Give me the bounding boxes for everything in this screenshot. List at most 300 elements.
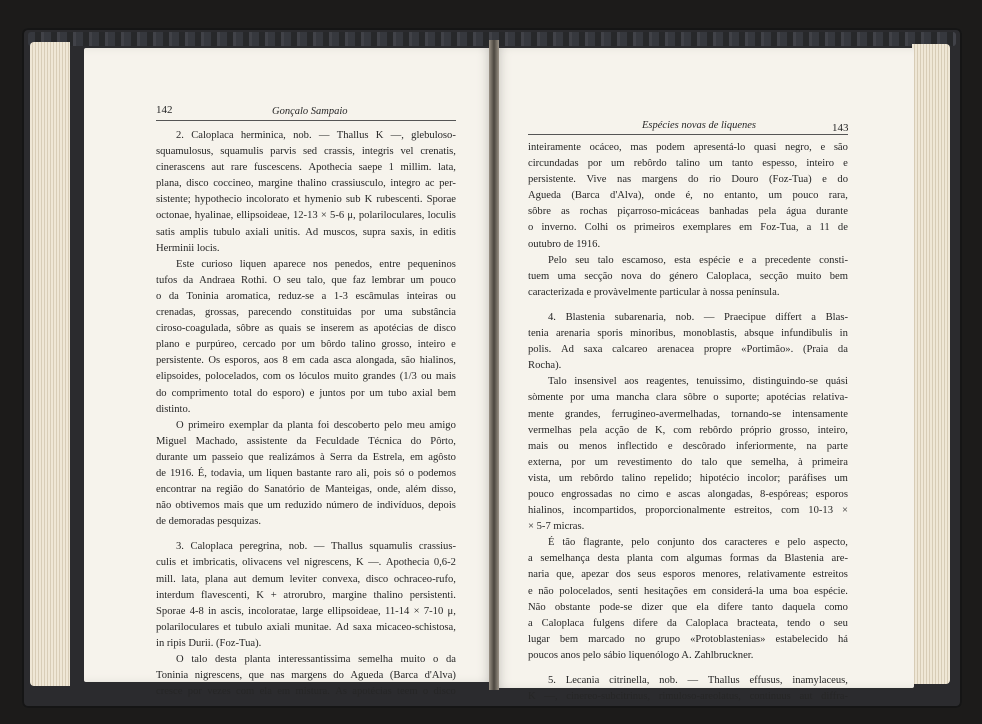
word: na bbox=[806, 440, 817, 452]
word: Douro bbox=[731, 174, 759, 186]
word: seu bbox=[575, 254, 590, 266]
word: um bbox=[594, 456, 609, 468]
word: mancha bbox=[616, 392, 650, 404]
word: secção bbox=[584, 270, 613, 282]
text-line bbox=[156, 386, 456, 402]
word: aos bbox=[624, 376, 639, 388]
word: O bbox=[176, 654, 184, 665]
text-line: de demoradas pesquizas. bbox=[156, 516, 262, 528]
word: com bbox=[660, 553, 679, 565]
word: loculis bbox=[427, 210, 456, 222]
word: margens bbox=[641, 174, 678, 186]
word: a bbox=[751, 254, 757, 266]
word: subarenaria, bbox=[614, 311, 667, 323]
word: ela bbox=[696, 601, 709, 613]
word: thalino bbox=[297, 178, 327, 190]
word: por bbox=[187, 686, 202, 698]
word: a bbox=[811, 311, 816, 323]
word: crenatis, bbox=[420, 146, 456, 158]
word: esporos bbox=[662, 569, 696, 581]
word: semelha bbox=[358, 654, 393, 665]
word: lugar bbox=[528, 633, 550, 645]
word: 7-10 bbox=[423, 605, 444, 617]
word: estabelecido bbox=[775, 633, 828, 645]
word: da bbox=[666, 617, 677, 629]
word: saxa bbox=[353, 621, 372, 633]
word: Sanatório bbox=[264, 484, 305, 496]
word: todavia, bbox=[210, 467, 245, 479]
word: tão bbox=[562, 537, 576, 549]
text-line bbox=[156, 337, 456, 353]
word: hesitações bbox=[643, 585, 688, 597]
word: vista, bbox=[528, 472, 551, 484]
word: Blastenia bbox=[784, 553, 824, 565]
text-line bbox=[528, 567, 848, 583]
text-line bbox=[528, 455, 848, 471]
text-line bbox=[528, 535, 848, 551]
text-line bbox=[528, 471, 848, 487]
word: inteiro bbox=[806, 158, 835, 170]
word: d'Alva), bbox=[610, 190, 645, 202]
word: crassiusculo, bbox=[331, 178, 386, 190]
word: clara bbox=[656, 392, 677, 404]
word: bôrdo bbox=[320, 339, 346, 351]
word: As bbox=[335, 686, 347, 698]
word: lembrar bbox=[371, 274, 405, 286]
word: leviter bbox=[289, 573, 317, 585]
word: ela bbox=[259, 686, 272, 698]
word: uma bbox=[769, 585, 788, 597]
word: apresentá-lo bbox=[693, 142, 746, 153]
word: esporos bbox=[815, 488, 848, 500]
word: 10-13 bbox=[808, 505, 834, 517]
word: da bbox=[296, 435, 307, 447]
word: disco bbox=[365, 573, 389, 585]
word: Vive bbox=[586, 174, 607, 186]
word: e bbox=[528, 585, 533, 597]
word: rio bbox=[709, 174, 721, 186]
word: et bbox=[223, 621, 231, 633]
word: o bbox=[432, 654, 439, 665]
word: 3. bbox=[176, 541, 184, 553]
word: que bbox=[248, 451, 264, 463]
word: parecendo bbox=[248, 307, 292, 319]
word: ali, bbox=[356, 467, 370, 479]
word: Sporae bbox=[426, 194, 456, 206]
word: espesso, bbox=[762, 158, 798, 170]
word: encontrar bbox=[156, 484, 196, 496]
word: elipsoides, bbox=[156, 371, 202, 383]
word: Pôrto, bbox=[430, 435, 456, 447]
text-line bbox=[528, 632, 848, 648]
text-line: outubro de 1916. bbox=[528, 238, 601, 250]
word: da bbox=[272, 419, 283, 431]
word: nob. bbox=[293, 130, 312, 141]
header-rule-right bbox=[528, 134, 848, 135]
word: que bbox=[248, 670, 264, 682]
word: ou bbox=[445, 290, 456, 302]
word: pelo bbox=[384, 419, 403, 431]
word: 1-3 bbox=[333, 290, 348, 302]
word: incoloratae, bbox=[248, 605, 298, 617]
word: um bbox=[834, 472, 848, 484]
text-line bbox=[156, 498, 456, 514]
word: talo bbox=[701, 456, 718, 468]
word: pode-se bbox=[599, 601, 633, 613]
word: com bbox=[673, 424, 692, 436]
text-line bbox=[156, 305, 456, 321]
text-line: in ripis Durii. (Foz-Tua). bbox=[156, 637, 262, 649]
word: pelo bbox=[631, 537, 650, 549]
text-line bbox=[156, 668, 456, 684]
word: crenadas, bbox=[156, 307, 196, 319]
word: lata, bbox=[181, 573, 200, 585]
word: a bbox=[806, 222, 812, 234]
word: (Barca bbox=[389, 670, 419, 682]
word: sòmente bbox=[528, 392, 564, 404]
word: sôbre bbox=[528, 206, 551, 218]
text-line: distinto. bbox=[156, 403, 191, 415]
word: marcado bbox=[588, 633, 625, 645]
word: flavescenti, bbox=[201, 589, 250, 601]
word: são bbox=[833, 142, 848, 153]
word: se bbox=[306, 323, 316, 335]
word: do bbox=[257, 387, 268, 399]
paragraph-gap bbox=[156, 530, 456, 539]
word: faz bbox=[352, 274, 366, 286]
text-line bbox=[528, 269, 848, 285]
word: axial bbox=[412, 387, 433, 399]
word: tornando-se bbox=[731, 408, 782, 420]
word: Ad bbox=[560, 344, 574, 356]
word: satis bbox=[156, 226, 175, 238]
word: unitis. bbox=[273, 226, 301, 238]
word: (Foz-Tua) bbox=[769, 174, 812, 186]
word: tanto bbox=[731, 158, 754, 170]
word: «Portimão». bbox=[741, 344, 794, 356]
word: purpúreo, bbox=[195, 339, 237, 351]
word: os bbox=[285, 371, 295, 383]
word: semelha, bbox=[751, 456, 789, 468]
word: vel bbox=[286, 557, 300, 569]
word: hipotécio bbox=[699, 472, 740, 484]
word: reagentes, bbox=[646, 376, 689, 388]
word: planta bbox=[244, 654, 271, 665]
word: por bbox=[587, 158, 602, 170]
word: semelhança bbox=[540, 553, 590, 565]
word: lata, bbox=[437, 162, 456, 174]
text-line bbox=[156, 353, 456, 369]
word: um bbox=[193, 451, 207, 463]
word: Técnica bbox=[368, 435, 402, 447]
word: demum bbox=[252, 573, 284, 585]
word: — bbox=[687, 675, 699, 686]
word: 2. bbox=[176, 130, 184, 141]
word: grossas, bbox=[205, 307, 239, 319]
word: são bbox=[401, 355, 416, 367]
word: alongadas, bbox=[707, 488, 753, 500]
text-line bbox=[528, 423, 848, 439]
word: supra bbox=[362, 226, 386, 238]
word: desta bbox=[597, 553, 620, 565]
word: K, bbox=[655, 424, 666, 436]
word: o bbox=[528, 222, 534, 234]
word: amigo bbox=[429, 419, 456, 431]
word: com bbox=[781, 505, 800, 517]
word: mais bbox=[528, 440, 549, 452]
word: do bbox=[687, 174, 699, 186]
word: insensivel bbox=[574, 376, 617, 388]
word: Serra bbox=[329, 451, 353, 463]
word: de bbox=[637, 424, 648, 436]
word: por bbox=[571, 456, 586, 468]
word: liquen bbox=[266, 467, 293, 479]
word: sporis bbox=[597, 328, 623, 340]
word: paráfises bbox=[788, 472, 827, 484]
word: nova bbox=[621, 270, 642, 282]
text-line: Herminii locis. bbox=[156, 242, 220, 254]
word: 4. bbox=[548, 311, 556, 323]
word: durante bbox=[156, 451, 188, 463]
word: plano bbox=[156, 339, 180, 351]
word: no bbox=[703, 190, 714, 202]
word: hypothecio bbox=[194, 194, 242, 206]
word: crassius- bbox=[418, 541, 456, 553]
word: plana, bbox=[156, 178, 182, 190]
word: relativamente bbox=[747, 569, 806, 581]
paragraph-gap bbox=[528, 664, 848, 673]
word: circundadas bbox=[528, 158, 579, 170]
word: ochraceo-rufo, bbox=[393, 573, 456, 585]
word: culis bbox=[156, 557, 177, 569]
word: de bbox=[362, 500, 373, 512]
word: senti bbox=[618, 585, 639, 597]
word: sôbre bbox=[683, 392, 707, 404]
word: amplis bbox=[179, 226, 209, 238]
text-line bbox=[528, 584, 848, 600]
word: Feculdade bbox=[315, 435, 360, 447]
text-line bbox=[156, 128, 456, 144]
word: pela bbox=[579, 424, 598, 436]
word: a bbox=[321, 290, 327, 302]
word: Ad bbox=[305, 226, 319, 238]
word: primeiros bbox=[633, 222, 675, 234]
word: estreitos, bbox=[734, 505, 773, 517]
text-line bbox=[156, 144, 456, 160]
word: precedente bbox=[764, 254, 811, 266]
text-line bbox=[528, 204, 848, 220]
word: onde, bbox=[377, 484, 401, 496]
word: só bbox=[395, 467, 405, 479]
word: apotécias bbox=[373, 323, 413, 335]
word: polocelados, bbox=[559, 585, 613, 597]
word: tanto bbox=[751, 601, 774, 613]
word: quais bbox=[278, 323, 302, 335]
word: de bbox=[418, 323, 429, 335]
word: squamulosus, bbox=[156, 146, 214, 158]
word: calcareo bbox=[612, 344, 648, 356]
word: esporo) bbox=[272, 387, 305, 399]
word: K bbox=[355, 557, 364, 569]
word: inteiramente bbox=[528, 142, 581, 153]
word: parte bbox=[826, 440, 848, 452]
word: um bbox=[611, 158, 625, 170]
text-line bbox=[156, 418, 456, 434]
word: e bbox=[820, 142, 826, 153]
word: Caloplaca bbox=[541, 617, 585, 629]
word: alongada, bbox=[355, 355, 397, 367]
word: externa, bbox=[528, 456, 562, 468]
word: 4-8 bbox=[189, 605, 204, 617]
word: entanto, bbox=[724, 190, 759, 202]
word: disco bbox=[433, 686, 456, 698]
word: Caloplaca, bbox=[706, 270, 752, 282]
right-text-column bbox=[528, 140, 848, 705]
word: Machado, bbox=[195, 435, 238, 447]
word: que, bbox=[556, 569, 575, 581]
word: «Protoblastenias» bbox=[690, 633, 766, 645]
text-line bbox=[528, 600, 848, 616]
text-line bbox=[528, 188, 848, 204]
word: seus bbox=[637, 569, 656, 581]
word: rubescenti. bbox=[376, 194, 423, 206]
word: hymenio bbox=[304, 194, 342, 206]
word: menos bbox=[579, 440, 607, 452]
word: seu bbox=[286, 274, 301, 286]
word: aparece bbox=[273, 258, 306, 270]
word: Thallus bbox=[331, 541, 363, 553]
word: 8 bbox=[282, 355, 288, 367]
word: há bbox=[837, 633, 848, 645]
word: conjunto bbox=[657, 537, 695, 549]
word: considerá-la bbox=[711, 585, 764, 597]
text-line bbox=[156, 450, 456, 466]
word: e bbox=[667, 440, 673, 452]
word: esta bbox=[674, 254, 691, 266]
word: Caloplaca bbox=[190, 541, 233, 553]
word: da bbox=[445, 654, 456, 665]
word: mais bbox=[435, 371, 456, 383]
word: mais bbox=[223, 500, 244, 512]
word: polariloculares bbox=[156, 621, 219, 633]
word: interessantissima bbox=[278, 654, 351, 665]
word: talo, bbox=[306, 274, 326, 286]
text-line bbox=[528, 487, 848, 503]
word: género bbox=[669, 270, 698, 282]
word: 8-espóreas; bbox=[760, 488, 809, 500]
word: rara, bbox=[828, 190, 848, 202]
word: d'Alva) bbox=[424, 670, 456, 682]
word: grosso, bbox=[381, 339, 412, 351]
word: acção bbox=[605, 424, 630, 436]
word: thalino bbox=[373, 589, 403, 601]
word: raro bbox=[335, 467, 353, 479]
word: talo bbox=[191, 654, 208, 665]
text-line bbox=[156, 466, 456, 482]
word: engrossadas bbox=[561, 488, 613, 500]
word: não bbox=[538, 585, 554, 597]
word: muito bbox=[333, 371, 359, 383]
word: daquela bbox=[782, 601, 816, 613]
word: distinguindo-se bbox=[752, 376, 818, 388]
word: muscos, bbox=[323, 226, 358, 238]
word: saepe bbox=[358, 162, 383, 174]
word: do bbox=[837, 174, 848, 186]
word: do bbox=[681, 456, 693, 468]
word: por bbox=[360, 307, 376, 319]
text-line bbox=[156, 434, 456, 450]
word: em bbox=[693, 585, 707, 597]
word: difere bbox=[717, 601, 743, 613]
word: × bbox=[413, 605, 420, 617]
word: do bbox=[156, 387, 167, 399]
word: in bbox=[839, 328, 848, 340]
page-edges-right bbox=[912, 44, 950, 684]
word: substância bbox=[411, 307, 456, 319]
text-line bbox=[528, 390, 848, 406]
word: pequeninos bbox=[407, 258, 456, 270]
word: Miguel bbox=[156, 435, 187, 447]
word: Apothecia bbox=[385, 557, 430, 569]
word: Ad bbox=[335, 621, 349, 633]
word: apotécias bbox=[352, 686, 392, 698]
header-rule-left bbox=[156, 120, 456, 121]
paragraph-gap bbox=[528, 301, 848, 310]
word: herminica, bbox=[240, 130, 286, 141]
word: e bbox=[451, 339, 456, 351]
text-line bbox=[156, 192, 456, 208]
word: um bbox=[301, 339, 316, 351]
word: K bbox=[375, 130, 384, 141]
left-text-column bbox=[156, 128, 456, 700]
word: à bbox=[319, 451, 325, 463]
word: Blastenia bbox=[565, 311, 605, 323]
word: rare bbox=[230, 162, 248, 174]
word: diffra- bbox=[821, 691, 848, 703]
word: dos bbox=[615, 569, 631, 581]
word: inserem bbox=[320, 323, 355, 335]
word: Este bbox=[176, 258, 195, 270]
word: effusus, bbox=[749, 675, 783, 686]
word: — bbox=[703, 311, 715, 323]
word: margine bbox=[332, 589, 367, 601]
word: pouco bbox=[528, 488, 554, 500]
word: uma bbox=[591, 392, 610, 404]
word: O bbox=[273, 274, 281, 286]
word: sub bbox=[345, 194, 361, 206]
word: dos bbox=[702, 537, 717, 549]
word: um bbox=[267, 500, 281, 512]
word: os bbox=[616, 222, 626, 234]
word: banhadas bbox=[709, 206, 749, 218]
word: é, bbox=[685, 190, 693, 202]
word: K bbox=[528, 691, 536, 703]
word: hialinos, bbox=[528, 505, 565, 517]
word: formas bbox=[729, 553, 759, 565]
word: as bbox=[359, 323, 369, 335]
word: assistente bbox=[246, 435, 288, 447]
word: cresce bbox=[156, 686, 183, 698]
word: in bbox=[208, 605, 217, 617]
word: —. bbox=[368, 557, 382, 569]
text-line bbox=[528, 374, 848, 390]
word: escâmulas bbox=[355, 290, 400, 302]
word: bem bbox=[559, 633, 579, 645]
word: continuus bbox=[749, 691, 791, 703]
word: passeio bbox=[211, 451, 244, 463]
word: in bbox=[419, 226, 428, 238]
word: por bbox=[281, 339, 296, 351]
